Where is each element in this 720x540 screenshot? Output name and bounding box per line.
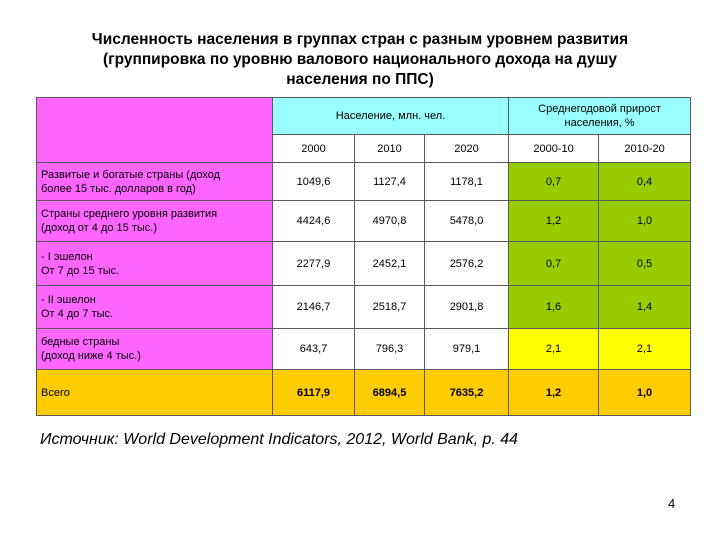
header-row-top (37, 98, 691, 135)
source-note: Источник: World Development Indicators, 2012, World Bank, p. 44 (40, 431, 519, 448)
row-label (37, 286, 273, 329)
slide-title (40, 30, 680, 90)
title-line-3: населения по ППС) (286, 71, 434, 88)
total-population-cell: 6894,5 (355, 370, 425, 416)
row-label-line: бедные страны (41, 336, 120, 348)
population-cell: 643,7 (273, 329, 355, 370)
growth-cell: 2,1 (509, 329, 599, 370)
title-line-2: (группировка по уровню валового национального дохода на душу (102, 51, 618, 68)
total-row (37, 370, 691, 416)
total-growth-cell: 1,0 (599, 370, 691, 416)
total-label: Всего (37, 370, 273, 416)
population-cell: 796,3 (355, 329, 425, 370)
growth-cell: 1,6 (509, 286, 599, 329)
title-line-1: Численность населения в группах стран с разным уровнем развития (91, 31, 629, 48)
row-label-line: Страны среднего уровня развития (41, 208, 218, 220)
population-table (36, 97, 691, 416)
row-label-line: (доход ниже 4 тыс.) (41, 350, 141, 362)
period-header: 2010-20 (599, 135, 691, 163)
row-label-line: более 15 тыс. долларов в год) (41, 182, 196, 195)
population-cell: 1127,4 (355, 163, 425, 201)
total-population-cell: 6117,9 (273, 370, 355, 416)
population-cell: 2518,7 (355, 286, 425, 329)
population-cell: 2901,8 (425, 286, 509, 329)
table-row (37, 242, 691, 286)
row-label (37, 242, 273, 286)
population-cell: 4970,8 (355, 201, 425, 242)
table-row (37, 201, 691, 242)
header-population: Население, млн. чел. (273, 98, 509, 135)
population-cell: 979,1 (425, 329, 509, 370)
year-header: 2010 (355, 135, 425, 163)
table-row (37, 329, 691, 370)
row-label-line: - I эшелон (41, 250, 93, 263)
table-row (37, 163, 691, 201)
header-growth: Среднегодовой прирост населения, % (509, 98, 691, 135)
population-cell: 1178,1 (425, 163, 509, 201)
growth-cell: 2,1 (599, 329, 691, 370)
period-header: 2000-10 (509, 135, 599, 163)
growth-cell: 0,5 (599, 242, 691, 286)
row-label-line: - II эшелон (41, 294, 96, 306)
row-label-line: От 4 до 7 тыс. (41, 308, 114, 320)
population-cell: 1049,6 (273, 163, 355, 201)
population-cell: 5478,0 (425, 201, 509, 242)
growth-cell: 0,7 (509, 163, 599, 201)
growth-cell: 1,4 (599, 286, 691, 329)
population-cell: 4424,6 (273, 201, 355, 242)
growth-cell: 1,2 (509, 201, 599, 242)
table-row (37, 286, 691, 329)
population-cell: 2452,1 (355, 242, 425, 286)
page-number: 4 (668, 496, 676, 511)
row-label (37, 329, 273, 370)
population-cell: 2277,9 (273, 242, 355, 286)
growth-cell: 0,4 (599, 163, 691, 201)
population-cell: 2576,2 (425, 242, 509, 286)
row-label-line: Развитые и богатые страны (доход (41, 168, 221, 181)
row-label-line: (доход от 4 до 15 тыс.) (41, 222, 157, 234)
population-cell: 2146,7 (273, 286, 355, 329)
growth-cell: 0,7 (509, 242, 599, 286)
total-population-cell: 7635,2 (425, 370, 509, 416)
year-header: 2020 (425, 135, 509, 163)
header-corner-cell (37, 98, 273, 163)
row-label (37, 201, 273, 242)
total-growth-cell: 1,2 (509, 370, 599, 416)
row-label (37, 163, 273, 201)
growth-cell: 1,0 (599, 201, 691, 242)
year-header: 2000 (273, 135, 355, 163)
row-label-line: От 7 до 15 тыс. (41, 264, 120, 277)
